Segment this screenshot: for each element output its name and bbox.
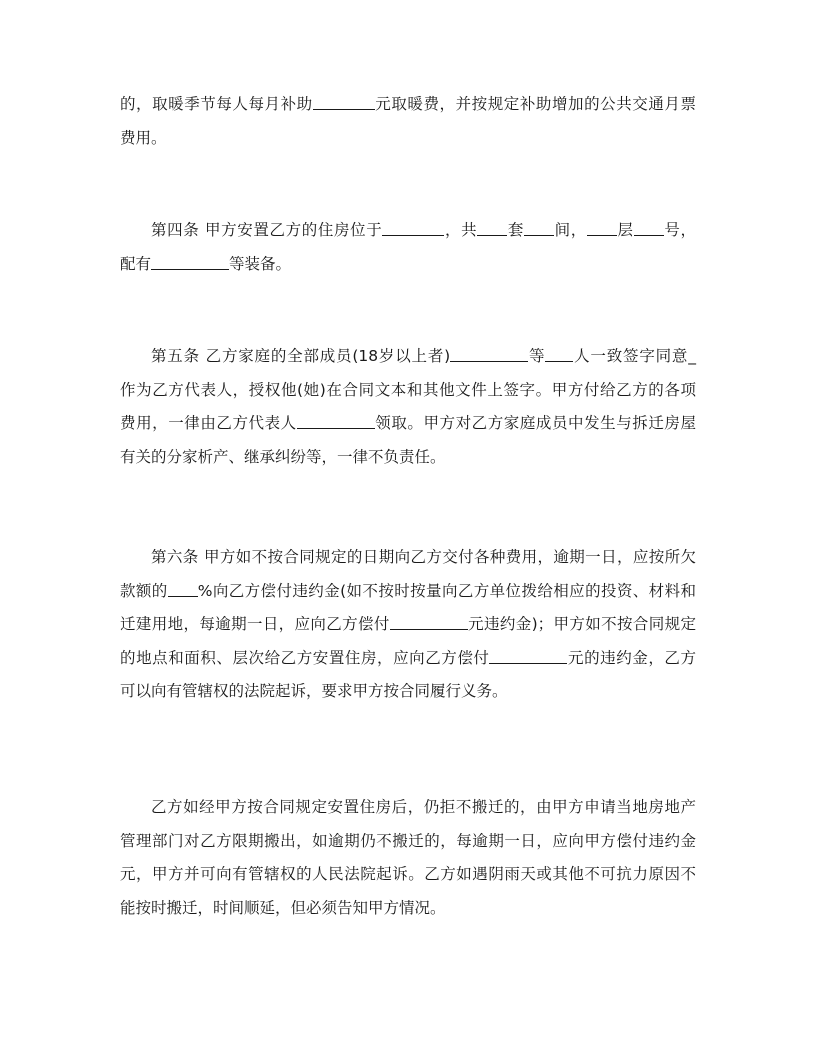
text-line: 管理部门对乙方限期搬出，如逾期仍不搬迁的，每逾期一日，应向甲方偿付违约金: [120, 831, 696, 850]
text-line: 费用。: [120, 128, 167, 147]
text-line: 第五条 乙方家庭的全部成员(18岁以上者) 等 人一致签字同意_: [120, 340, 696, 374]
blank-field: [477, 217, 507, 236]
blank-field: [634, 217, 664, 236]
article-5: [120, 340, 696, 474]
blank-field: [450, 343, 528, 362]
text-line: 第六条 甲方如不按合同规定的日期向乙方交付各种费用，逾期一日，应按所欠: [151, 548, 696, 566]
blank-field: [524, 217, 554, 236]
text-line: 能按时搬迁，时间顺延，但必须告知甲方情况。: [120, 898, 446, 917]
blank-field: [489, 645, 567, 664]
text-line: 可以向有管辖权的法院起诉，要求甲方按合同履行义务。: [120, 682, 508, 700]
text-line: 第四条 甲方安置乙方的住房位于 ，共 套 间， 层 号，: [120, 214, 696, 248]
blank-field: [313, 91, 375, 110]
blank-field: [168, 578, 198, 597]
text-line: 元，甲方并可向有管辖权的人民法院起诉。乙方如遇阴雨天或其他不可抗力原因不: [120, 865, 696, 883]
text-line: 的，取暖季节每人每月补助 元取暖费，并按规定补助增加的公共交通月票: [120, 88, 696, 122]
text-line: 作为乙方代表人，授权他(她)在合同文本和其他文件上签字。甲方付给乙方的各项: [120, 380, 696, 399]
blank-field: [545, 343, 573, 362]
text-line: 有关的分家析产、继承纠纷等，一律不负责任。: [120, 447, 446, 466]
text-line: 的地点和面积、层次给乙方安置住房，应向乙方偿付 元的违约金，乙方: [120, 642, 696, 676]
article-6: [120, 541, 696, 709]
blank-field: [151, 251, 229, 270]
blank-field: [297, 410, 375, 429]
text-line: 乙方如经甲方按合同规定安置住房后，仍拒不搬迁的，由甲方申请当地房地产: [151, 798, 696, 816]
blank-field: [390, 611, 468, 630]
paragraph-heating-subsidy: [120, 88, 696, 155]
text-line: 费用，一律由乙方代表人 领取。甲方对乙方家庭成员中发生与拆迁房屋: [120, 407, 696, 441]
blank-field: [382, 217, 444, 236]
paragraph-relocation-refusal: [120, 791, 696, 925]
article-4: [120, 214, 696, 281]
text-line: 款额的 %向乙方偿付违约金(如不按时按量向乙方单位拨给相应的投资、材料和: [120, 575, 696, 609]
text-line: 配有 等装备。: [120, 248, 696, 282]
text-line: 迁建用地，每逾期一日，应向乙方偿付 元违约金)；甲方如不按合同规定: [120, 608, 696, 642]
blank-field: [587, 217, 617, 236]
